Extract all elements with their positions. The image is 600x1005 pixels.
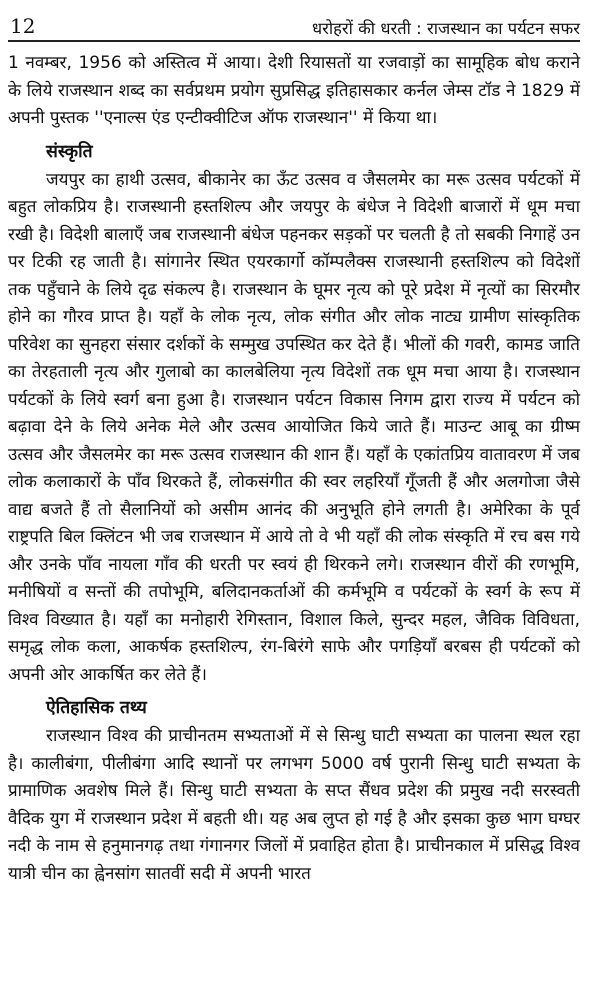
running-title: धरोहरों की धरती : राजस्थान का पर्यटन सफर — [311, 19, 580, 38]
culture-heading: संस्कृति — [46, 141, 93, 162]
history-heading: ऐतिहासिक तथ्य — [46, 698, 147, 718]
page-number: 12 — [10, 14, 36, 38]
page-header — [8, 10, 580, 42]
culture-paragraph: जयपुर का हाथी उत्सव, बीकानेर का ऊँट उत्सव व जैसलमेर का मरू उत्सव पर्यटकों में बहुत लोकप्रिय है। राजस्थानी हस्तशिल्प और जयपुर के बंधेज ने विदेशी बाजारों में धूम मचा रखी है। विदेशी बालाएँ जब राजस्थानी बंधेज पहनकर सड़कों पर चलती है तो सबकी निगाहें उन पर टिकी रह जाती है। सांगानेर स्थित एयरकार्गो कॉम्पलैक्स राजस्थानी हस्तशिल्प को विदेशों तक पहुँचाने के लिये दृढ संकल्प है। राजस्थान के घूमर नृत्य को पूरे प्रदेश में नृत्यों का सिरमौर होने का गौरव प्राप्त है। यहाँ के लोक नृत्य, लोक संगीत और लोक नाट्य ग्रामीण सांस्कृतिक परिवेश का सुनहरा संसार दर्शकों के सम्मुख उपस्थित कर देते हैं। भीलों की गवरी, कामड जाति का तेरहताली नृत्य और गुलाबो का कालबेलिया नृत्य विदेशों तक धूम मचा आया है। राजस्थान पर्यटकों के लिये स्वर्ग बना हुआ है। राजस्थान पर्यटन विकास निगम द्वारा राज्य में पर्यटन को बढ़ावा देने के लिये अनेक मेले और उत्सव आयोजित किये जाते हैं। माउन्ट आबू का ग्रीष्म उत्सव और जैसलमेर का मरू उत्सव राजस्थान की शान हैं। यहाँ के एकांतप्रिय वातावरण में जब लोक कलाकारों के पाँव थिरकते हैं, लोकसंगीत की स्वर लहरियाँ गूँजती हैं और अलगोजा जैसे वाद्य बजते हैं तो सैलानियों को असीम आनंद की अनुभूति होने लगती है। अमेरिका के पूर्व राष्ट्रपति बिल क्लिंटन भी जब राजस्थान में आये तो वे भी यहाँ की लोक संस्कृति में रच बस गये और उनके पाँव नायला गाँव की धरती पर स्वयं ही थिरकने लगे। राजस्थान वीरों की रणभूमि, मनीषियों व सन्तों की तपोभूमि, बलिदानकर्ताओं की कर्मभूमि व पर्यटकों के स्वर्ग के रूप में विश्व विख्यात है। यहाँ का मनोहारी रेगिस्तान, विशाल किले, सुन्दर महल, जैविक विविधता, समृद्ध लोक कला, आकर्षक हस्तशिल्प, रंग-बिरंगे साफे और पगड़ियाँ बरबस ही पर्यटकों को अपनी ओर आकर्षित कर लेते हैं। — [8, 169, 580, 685]
intro-paragraph: 1 नवम्बर, 1956 को अस्तित्व में आया। देशी रियासतों या रजवाड़ों का सामूहिक बोध कराने के लिये राजस्थान शब्द का सर्वप्रथम प्रयोग सुप्रसिद्ध इतिहासकार कर्नल जेम्स टॉड ने 1829 में अपनी पुस्तक ''एनाल्स एंड एन्टीक्वीटिज ऑफ राजस्थान'' में किया था। — [8, 53, 580, 128]
history-paragraph: राजस्थान विश्व की प्राचीनतम सभ्यताओं में से सिन्धु घाटी सभ्यता का पालना स्थल रहा है। कालीबंगा, पीलीबंगा आदि स्थानों पर लगभग 5000 वर्ष पुरानी सिन्धु घाटी सभ्यता के प्रामाणिक अवशेष मिले हैं। सिन्धु घाटी सभ्यता के सप्त सैंधव प्रदेश की प्रमुख नदी सरस्वती वैदिक युग में राजस्थान प्रदेश में बहती थी। यह अब लुप्त हो गई है और इसका कुछ भाग घग्घर नदी के नाम से हनुमानगढ़ तथा गंगानगर जिलों में प्रवाहित होता है। प्राचीनकाल में प्रसिद्ध विश्व यात्री चीन का ह्वेनसांग सातवीं सदी में अपनी भारत — [8, 726, 580, 884]
